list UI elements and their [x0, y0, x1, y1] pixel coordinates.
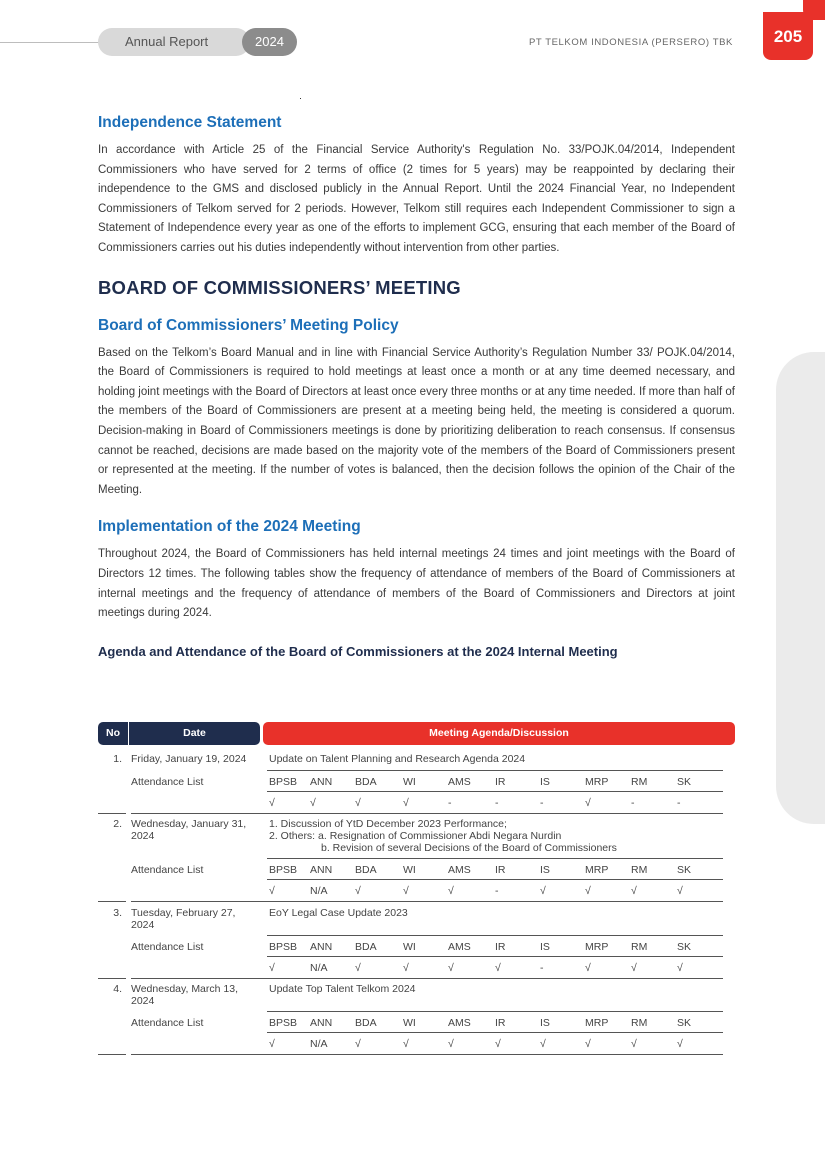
attendance-mark: √	[355, 1038, 361, 1050]
attendance-list-label: Attendance List	[131, 941, 204, 953]
row-number: 4.	[113, 983, 122, 995]
implementation-title: Implementation of the 2024 Meeting	[98, 518, 361, 536]
implementation-text: Throughout 2024, the Board of Commissioners has held internal meetings 24 times and joint meetings with the Board of Directors 12 times. The following tables show the frequency of attendance of members of the Board of Commissioners at internal meetings and the frequency of attendance of members of the Board of Commissioners and Directors at joint meetings during 2024.	[98, 548, 735, 620]
row-divider-left	[98, 1054, 126, 1055]
content	[98, 114, 735, 659]
attendance-mark: √	[403, 885, 409, 897]
row-agenda-line: Update Top Talent Telkom 2024	[269, 983, 416, 995]
attendance-mark: √	[585, 885, 591, 897]
independence-statement-text: In accordance with Article 25 of the Financial Service Authority's Regulation No. 33/POJK.04/2014, Independent Commissioners who have served for 2 terms of office (2 times for 5 years) may be reappointed by declaring their independence to the GMS and disclosed publicly in the Annual Report. Until the 2024 Financial Year, no Independent Commissioners of Telkom served for 2 periods. However, Telkom still requires each Independent Commissioner to sign a Statement of Independence every year as one of the efforts to implement GCG, ensuring that each member of the Board of Commissioners carries out his duties independently without intervention from other parties.	[98, 144, 735, 254]
agenda-divider	[267, 935, 723, 936]
agenda-divider	[267, 770, 723, 771]
attendance-mark: N/A	[310, 1038, 328, 1050]
attendance-mark: √	[495, 1038, 501, 1050]
member-code: BPSB	[269, 941, 298, 953]
attendance-mark: √	[269, 962, 275, 974]
decorative-dot	[300, 98, 301, 99]
member-code: ANN	[310, 941, 333, 953]
member-code: RM	[631, 776, 648, 788]
attendance-mark: √	[585, 797, 591, 809]
member-code: IS	[540, 864, 550, 876]
member-code: RM	[631, 864, 648, 876]
attendance-mark: √	[269, 797, 275, 809]
attendance-mark: √	[448, 1038, 454, 1050]
attendance-mark: √	[677, 962, 683, 974]
row-date: Tuesday, February 27, 2024	[131, 907, 236, 931]
member-code: WI	[403, 1017, 416, 1029]
row-date: Friday, January 19, 2024	[131, 753, 247, 765]
table-title: Agenda and Attendance of the Board of Commissioners at the 2024 Internal Meeting	[98, 643, 618, 659]
row-divider-left	[98, 813, 126, 814]
member-code: RM	[631, 941, 648, 953]
row-divider-left	[98, 901, 126, 902]
header-date: Date	[129, 722, 260, 745]
attendance-mark: √	[495, 962, 501, 974]
side-decoration	[776, 352, 825, 824]
row-divider-right	[131, 1054, 723, 1055]
meeting-policy-title: Board of Commissioners’ Meeting Policy	[98, 316, 399, 334]
independence-statement-title: Independence Statement	[98, 114, 282, 131]
member-code: BPSB	[269, 776, 298, 788]
member-code: WI	[403, 941, 416, 953]
attendance-mark: √	[269, 885, 275, 897]
attendance-mark: √	[677, 885, 683, 897]
row-agenda-line: Update on Talent Planning and Research Agenda 2024	[269, 753, 526, 765]
attendance-mark: √	[585, 962, 591, 974]
member-code: MRP	[585, 941, 609, 953]
attendance-mark: -	[540, 797, 544, 809]
annual-report-label: Annual Report	[98, 28, 250, 56]
header-agenda: Meeting Agenda/Discussion	[263, 722, 735, 745]
attendance-mark: √	[355, 885, 361, 897]
attendance-mark: √	[540, 1038, 546, 1050]
row-agenda-line: b. Revision of several Decisions of the Board of Commissioners	[321, 842, 617, 854]
member-code: ANN	[310, 776, 333, 788]
company-name: PT TELKOM INDONESIA (PERSERO) TBK	[528, 37, 733, 48]
member-code: WI	[403, 864, 416, 876]
attendance-mark: √	[403, 962, 409, 974]
row-divider-right	[131, 978, 723, 979]
boc-meeting-title: BOARD OF COMMISSIONERS’ MEETING	[98, 276, 461, 298]
row-agenda-line: EoY Legal Case Update 2023	[269, 907, 408, 919]
member-code: MRP	[585, 864, 609, 876]
attendance-mark: √	[677, 1038, 683, 1050]
header-no: No	[98, 722, 128, 745]
attendance-mark: -	[540, 962, 544, 974]
row-divider-right	[131, 901, 723, 902]
member-code: RM	[631, 1017, 648, 1029]
attendance-mark: -	[495, 797, 499, 809]
member-code: ANN	[310, 864, 333, 876]
row-divider-left	[98, 978, 126, 979]
member-code: MRP	[585, 1017, 609, 1029]
attendance-mark: √	[310, 797, 316, 809]
attendance-mark: √	[540, 885, 546, 897]
member-code: SK	[677, 864, 692, 876]
member-divider	[267, 879, 723, 880]
attendance-mark: √	[448, 885, 454, 897]
attendance-mark: √	[631, 885, 637, 897]
row-agenda-line: 1. Discussion of YtD December 2023 Performance;	[269, 818, 507, 830]
attendance-mark: -	[631, 797, 635, 809]
member-code: IR	[495, 776, 506, 788]
attendance-mark: √	[448, 962, 454, 974]
row-date: Wednesday, January 31, 2024	[131, 818, 247, 842]
attendance-mark: √	[631, 962, 637, 974]
attendance-mark: -	[677, 797, 681, 809]
attendance-mark: √	[585, 1038, 591, 1050]
attendance-mark: √	[269, 1038, 275, 1050]
member-code: SK	[677, 1017, 692, 1029]
member-code: AMS	[448, 941, 471, 953]
member-code: SK	[677, 776, 692, 788]
member-code: BDA	[355, 864, 377, 876]
member-code: BPSB	[269, 864, 298, 876]
report-year: 2024	[242, 28, 297, 56]
member-code: BDA	[355, 941, 377, 953]
member-divider	[267, 956, 723, 957]
attendance-list-label: Attendance List	[131, 864, 204, 876]
attendance-list-label: Attendance List	[131, 1017, 204, 1029]
attendance-mark: √	[403, 797, 409, 809]
member-code: IS	[540, 776, 550, 788]
attendance-mark: √	[355, 797, 361, 809]
member-divider	[267, 1032, 723, 1033]
row-date: Wednesday, March 13, 2024	[131, 983, 238, 1007]
member-code: BDA	[355, 776, 377, 788]
member-code: BDA	[355, 1017, 377, 1029]
member-code: IS	[540, 1017, 550, 1029]
member-code: BPSB	[269, 1017, 298, 1029]
row-number: 2.	[113, 818, 122, 830]
attendance-mark: -	[495, 885, 499, 897]
row-divider-right	[131, 813, 723, 814]
member-code: AMS	[448, 1017, 471, 1029]
member-code: WI	[403, 776, 416, 788]
member-code: IR	[495, 941, 506, 953]
member-code: MRP	[585, 776, 609, 788]
member-code: IR	[495, 864, 506, 876]
attendance-mark: √	[355, 962, 361, 974]
agenda-divider	[267, 858, 723, 859]
member-code: ANN	[310, 1017, 333, 1029]
member-code: IR	[495, 1017, 506, 1029]
row-agenda-line: 2. Others: a. Resignation of Commissioner Abdi Negara Nurdin	[269, 830, 562, 842]
row-number: 3.	[113, 907, 122, 919]
attendance-mark: -	[448, 797, 452, 809]
member-code: AMS	[448, 776, 471, 788]
attendance-mark: N/A	[310, 962, 328, 974]
attendance-mark: √	[631, 1038, 637, 1050]
agenda-divider	[267, 1011, 723, 1012]
member-code: AMS	[448, 864, 471, 876]
row-number: 1.	[113, 753, 122, 765]
attendance-mark: N/A	[310, 885, 328, 897]
attendance-list-label: Attendance List	[131, 776, 204, 788]
member-divider	[267, 791, 723, 792]
member-code: SK	[677, 941, 692, 953]
member-code: IS	[540, 941, 550, 953]
page-number: 205	[763, 12, 813, 60]
header-rule	[0, 42, 110, 43]
meeting-policy-text: Based on the Telkom’s Board Manual and in line with Financial Service Authority’s Regulation Number 33/ POJK.04/2014, the Board of Commissioners is required to hold meetings at least once a month or at any time deemed necessary, and holding joint meetings with the Board of Directors at least once every three months or at any time needed. If more than half of the members of the Board of Commissioners are present at a meeting being held, the meeting is considered a quorum. Decision-making in Board of Commissioners meetings is done by prioritizing deliberation to reach consensus. If consensus cannot be reached, decisions are made based on the majority vote of the members of the Board of Commissioners present or represented at the meeting. If the number of votes is balanced, then the decision follows the opinion of the Chair of the Meeting.	[98, 346, 735, 496]
attendance-mark: √	[403, 1038, 409, 1050]
